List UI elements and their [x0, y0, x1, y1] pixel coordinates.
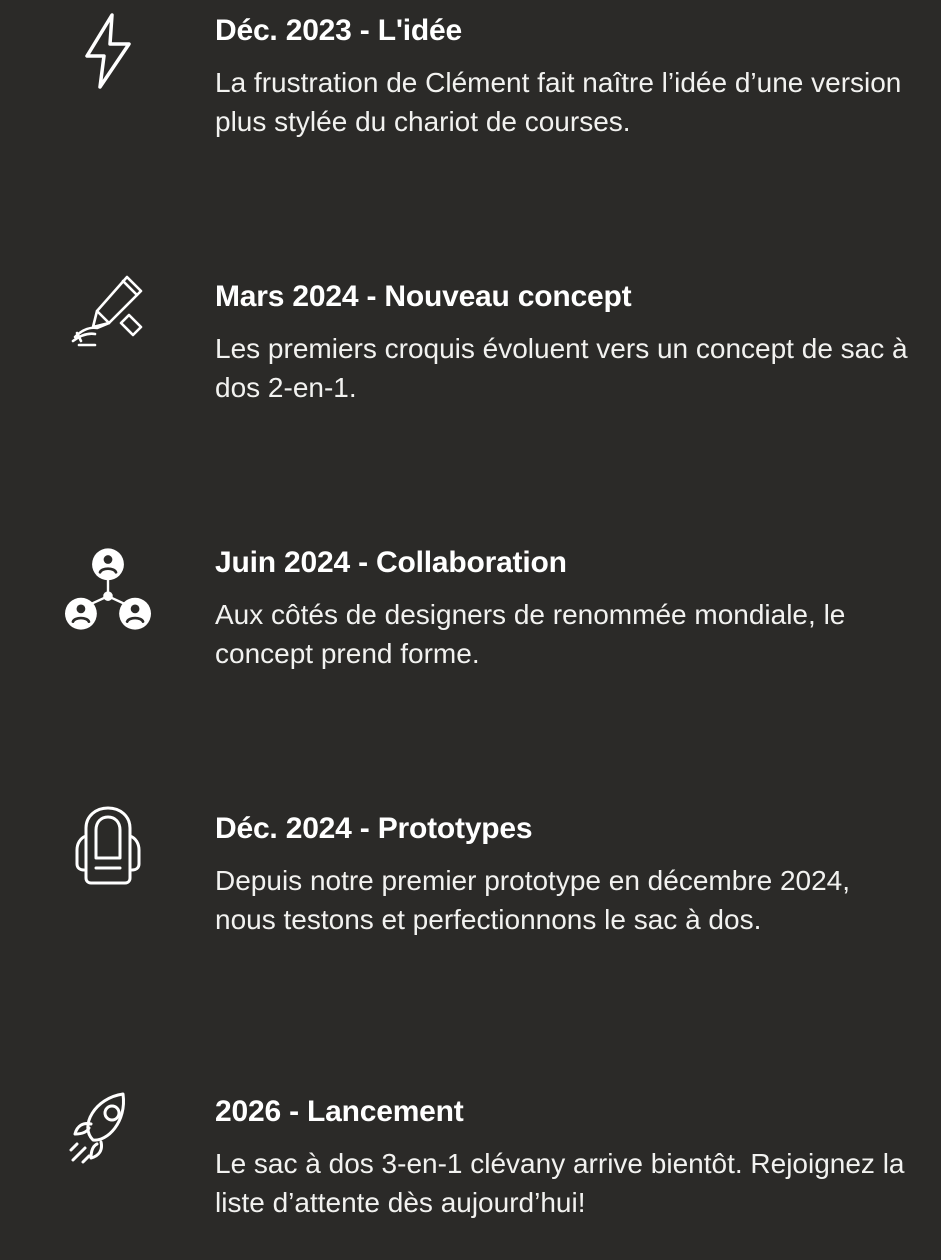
timeline-entry-description: Depuis notre premier prototype en décembre 2024, nous testons et perfectionnons le sac à dos. — [215, 864, 851, 936]
timeline-entry — [0, 794, 941, 1079]
timeline-entry-content — [215, 0, 941, 142]
timeline-entry-description: Les premiers croquis évoluent vers un concept de sac à dos 2-en-1. — [215, 332, 908, 404]
timeline-entry-title: Mars 2024 - Nouveau concept — [215, 280, 632, 313]
timeline-entry-content — [215, 1079, 941, 1223]
timeline-rail — [0, 794, 215, 904]
backpack-icon — [65, 802, 151, 888]
timeline-entry-title: Juin 2024 - Collaboration — [215, 546, 567, 579]
timeline-entry-content — [215, 794, 941, 940]
timeline-entry — [0, 1079, 941, 1260]
timeline-entry-content — [215, 262, 941, 408]
lightning-bolt-icon — [65, 8, 151, 94]
rocket-icon — [65, 1085, 151, 1171]
timeline-rail — [0, 0, 215, 110]
timeline-entry-title: Déc. 2024 - Prototypes — [215, 812, 533, 845]
timeline-entry — [0, 262, 941, 528]
timeline-entry-content — [215, 528, 941, 674]
timeline-entry-description: Le sac à dos 3-en-1 clévany arrive bientôt. Rejoignez la liste d’attente dès aujourd’hui! — [215, 1147, 905, 1219]
timeline-rail — [0, 528, 215, 660]
timeline-entry — [0, 0, 941, 262]
timeline-rail — [0, 1079, 215, 1171]
collaboration-people-network-icon — [65, 534, 151, 644]
timeline-entry-title: 2026 - Lancement — [215, 1095, 464, 1128]
timeline-entry-description: La frustration de Clément fait naître l’idée d’une version plus stylée du chariot de courses. — [215, 66, 902, 138]
timeline-entry-title: Déc. 2023 - L'idée — [215, 14, 462, 47]
hand-drawing-sketch-icon — [65, 268, 151, 354]
timeline-entry-description: Aux côtés de designers de renommée mondiale, le concept prend forme. — [215, 598, 846, 670]
timeline-rail — [0, 262, 215, 370]
timeline-entry — [0, 528, 941, 794]
